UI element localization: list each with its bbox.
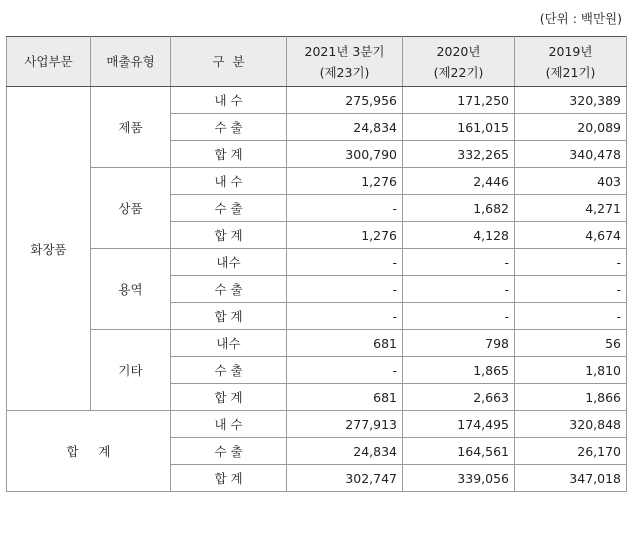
header-col1-year: 2021년 3분기 [304, 43, 385, 59]
value-cell: 1,865 [403, 357, 515, 384]
sales-type-cell: 용역 [91, 249, 171, 330]
row-label: 합 계 [171, 384, 287, 411]
table-row [7, 330, 627, 357]
header-division: 구 분 [171, 37, 287, 87]
table-row [7, 87, 627, 114]
header-col1-term: (제23기) [319, 64, 370, 80]
row-label: 내수 [171, 249, 287, 276]
row-label: 수 출 [171, 357, 287, 384]
unit-note: (단위 : 백만원) [539, 11, 622, 26]
row-label: 수 출 [171, 276, 287, 303]
row-label: 합 계 [171, 222, 287, 249]
value-cell: - [515, 276, 627, 303]
value-cell: - [287, 276, 403, 303]
value-cell: 275,956 [287, 87, 403, 114]
value-cell: 302,747 [287, 465, 403, 492]
value-cell: 20,089 [515, 114, 627, 141]
value-cell: 681 [287, 384, 403, 411]
value-cell: 2,663 [403, 384, 515, 411]
row-label: 수 출 [171, 438, 287, 465]
value-cell: 24,834 [287, 438, 403, 465]
row-label: 합 계 [171, 465, 287, 492]
value-cell: 320,848 [515, 411, 627, 438]
value-cell: 161,015 [403, 114, 515, 141]
header-segment: 사업부문 [7, 37, 91, 87]
value-cell: 1,276 [287, 222, 403, 249]
value-cell: - [287, 195, 403, 222]
row-label: 내수 [171, 330, 287, 357]
header-col3-year: 2019년 [548, 43, 593, 59]
value-cell: 277,913 [287, 411, 403, 438]
value-cell: 164,561 [403, 438, 515, 465]
value-cell: 332,265 [403, 141, 515, 168]
value-cell: 2,446 [403, 168, 515, 195]
value-cell: 339,056 [403, 465, 515, 492]
value-cell: 340,478 [515, 141, 627, 168]
row-label: 내 수 [171, 87, 287, 114]
header-col2-year: 2020년 [436, 43, 481, 59]
header-col3 [515, 37, 627, 87]
value-cell: 320,389 [515, 87, 627, 114]
header-row [7, 37, 627, 87]
sales-type-cell: 기타 [91, 330, 171, 411]
value-cell: 26,170 [515, 438, 627, 465]
value-cell: 681 [287, 330, 403, 357]
header-col2 [403, 37, 515, 87]
value-cell: 171,250 [403, 87, 515, 114]
row-label: 합 계 [171, 303, 287, 330]
value-cell: 1,866 [515, 384, 627, 411]
header-col2-term: (제22기) [433, 64, 484, 80]
value-cell: - [403, 249, 515, 276]
row-label: 수 출 [171, 114, 287, 141]
segment-cell: 화장품 [7, 87, 91, 411]
value-cell: - [403, 276, 515, 303]
sales-type-cell: 상품 [91, 168, 171, 249]
value-cell: 4,271 [515, 195, 627, 222]
value-cell: 1,276 [287, 168, 403, 195]
value-cell: - [515, 249, 627, 276]
value-cell: - [287, 249, 403, 276]
value-cell: 347,018 [515, 465, 627, 492]
value-cell: 4,674 [515, 222, 627, 249]
value-cell: 1,810 [515, 357, 627, 384]
value-cell: - [287, 357, 403, 384]
sales-table [6, 36, 627, 492]
value-cell: 798 [403, 330, 515, 357]
value-cell: 300,790 [287, 141, 403, 168]
row-label: 내 수 [171, 168, 287, 195]
table-row [7, 249, 627, 276]
value-cell: 174,495 [403, 411, 515, 438]
value-cell: - [287, 303, 403, 330]
value-cell: 1,682 [403, 195, 515, 222]
grand-total-label: 합 계 [7, 411, 171, 492]
value-cell: - [403, 303, 515, 330]
header-col3-term: (제21기) [545, 64, 596, 80]
value-cell: 56 [515, 330, 627, 357]
value-cell: - [515, 303, 627, 330]
value-cell: 24,834 [287, 114, 403, 141]
table-row [7, 411, 627, 438]
header-col1 [287, 37, 403, 87]
sales-type-cell: 제품 [91, 87, 171, 168]
header-sales-type: 매출유형 [91, 37, 171, 87]
row-label: 합 계 [171, 141, 287, 168]
value-cell: 4,128 [403, 222, 515, 249]
row-label: 수 출 [171, 195, 287, 222]
table-row [7, 168, 627, 195]
row-label: 내 수 [171, 411, 287, 438]
value-cell: 403 [515, 168, 627, 195]
